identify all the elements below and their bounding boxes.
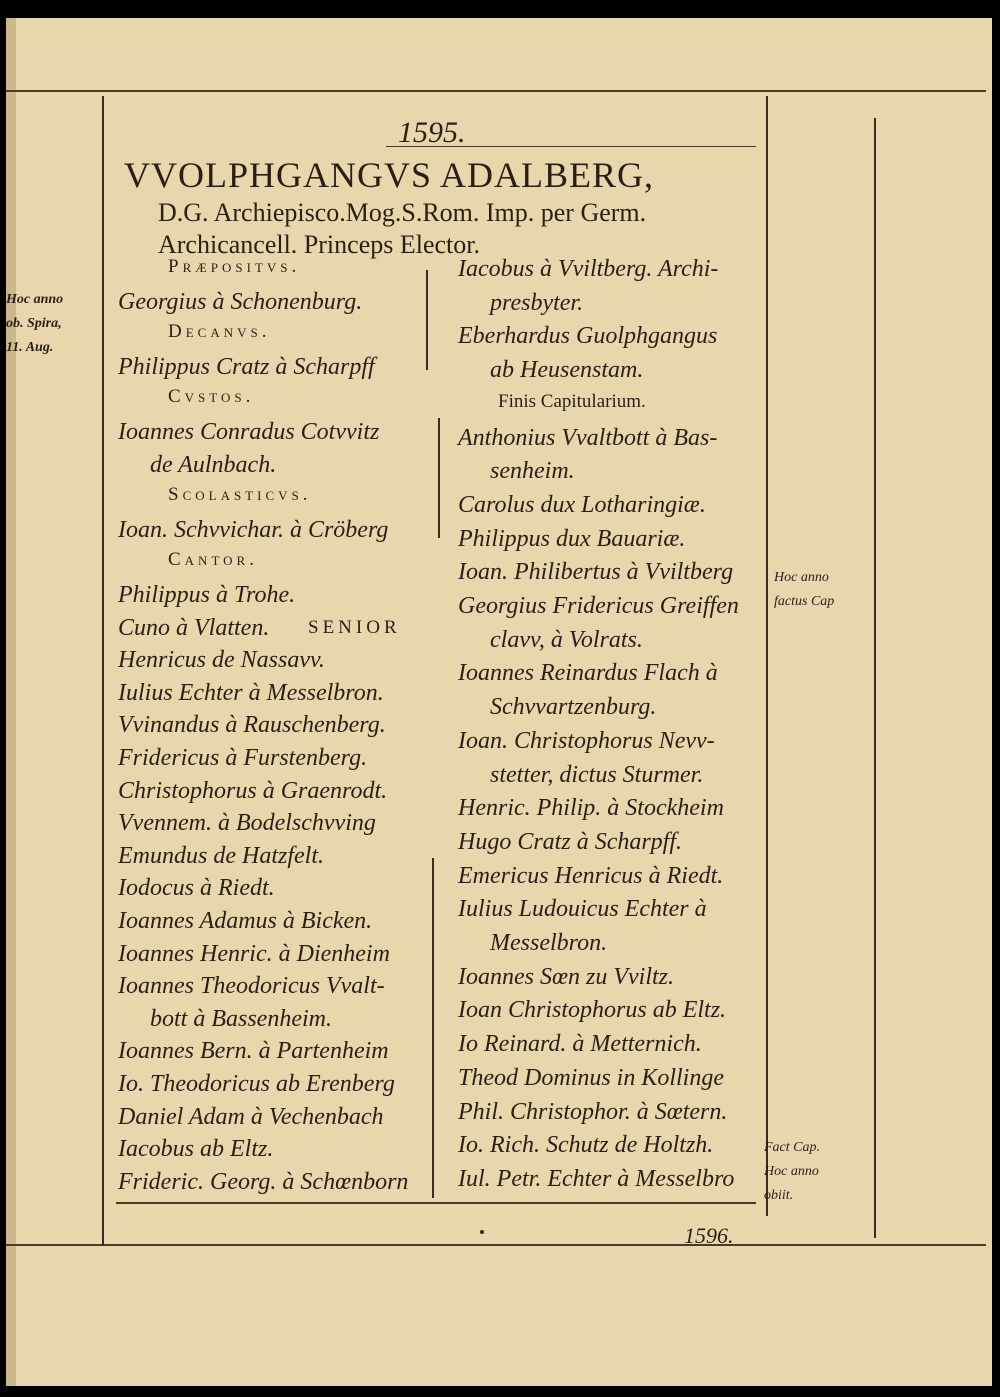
canon-name: Iacobus à Vviltberg. Archi-	[458, 256, 719, 282]
frame-right-line	[766, 96, 768, 1216]
canon-name: Io Reinard. à Metternich.	[458, 1031, 702, 1058]
canon-name: Georgius Fridericus Greiffen	[458, 593, 739, 619]
canon-name: Ioannes Reinardus Flach à	[458, 660, 718, 687]
section-heading: Scolasticvs.	[168, 484, 312, 506]
bottom-rule	[116, 1202, 756, 1204]
canon-name: Ioannes Henric. à Dienheim	[118, 940, 390, 967]
canon-name: Ioan. Philibertus à Vviltberg	[458, 559, 734, 586]
right-margin-note-2	[764, 1136, 864, 1208]
title-subtitle-1: D.G. Archiepisco.Mog.S.Rom. Imp. per Germ.	[158, 198, 647, 227]
senior-tag: SENIOR	[308, 616, 401, 638]
name-continuation: presbyter.	[490, 289, 584, 316]
name-continuation: de Aulnbach.	[150, 451, 277, 478]
canon-name: Georgius à Schonenburg.	[118, 288, 363, 315]
canon-name: Ioan. Schvvichar. à Cröberg	[118, 516, 389, 543]
canon-name: Eberhardus Guolphgangus	[458, 323, 718, 350]
canon-name: Philippus dux Bauariæ.	[458, 525, 686, 552]
footer-rule	[6, 1244, 986, 1246]
page-title: VVOLPHGANGVS ADALBERG,	[124, 155, 655, 195]
canon-name: Frideric. Georg. à Schœnborn	[118, 1168, 409, 1195]
canon-name: Iodocus à Riedt.	[118, 875, 275, 902]
canon-name: Fridericus à Furstenberg.	[118, 745, 368, 771]
column-divider-3	[432, 858, 434, 1198]
section-heading: Præpositvs.	[168, 256, 301, 277]
canon-name: Iacobus ab Eltz.	[118, 1136, 274, 1163]
canon-name: Ioannes Theodoricus Vvalt-	[118, 973, 385, 1000]
canon-name: Vvinandus à Rauschenberg.	[118, 712, 386, 739]
canon-name: Ioan. Christophorus Nevv-	[458, 727, 715, 754]
canon-name: Iulius Echter à Messelbron.	[118, 679, 384, 706]
canon-name: Christophorus à Graenrodt.	[118, 777, 388, 804]
margin-note-line: obiit.	[764, 1188, 794, 1203]
ink-dot	[480, 1230, 484, 1234]
canon-name: Hugo Cratz à Scharpff.	[458, 828, 683, 855]
canon-name: Theod Dominus in Kollinge	[458, 1064, 725, 1091]
section-end-note: Finis Capitularium.	[498, 390, 646, 412]
canon-name: Ioannes Adamus à Bicken.	[118, 908, 373, 934]
page-right-edge-line	[874, 118, 876, 1238]
canon-name: Daniel Adam à Vechenbach	[118, 1103, 384, 1130]
margin-note-line: 11. Aug.	[6, 340, 54, 355]
section-heading: Cantor.	[168, 549, 258, 571]
canon-name: Emericus Henricus à Riedt.	[458, 862, 724, 889]
canon-name: Io. Rich. Schutz de Holtzh.	[458, 1132, 714, 1159]
left-margin-note	[6, 288, 96, 360]
margin-note-line: Hoc anno	[6, 292, 64, 307]
name-continuation: stetter, dictus Sturmer.	[490, 761, 704, 788]
margin-note-line: Fact Cap.	[764, 1140, 820, 1155]
book-page	[6, 18, 992, 1386]
page-year: 1595.	[398, 116, 466, 149]
canon-name: Henricus de Nassavv.	[118, 647, 325, 674]
margin-note-line: ob. Spira,	[6, 316, 62, 331]
canon-name: Ioan Christophorus ab Eltz.	[458, 997, 727, 1024]
column-divider	[426, 270, 428, 370]
canon-name: Philippus Cratz à Scharpff	[118, 353, 375, 380]
page-edge	[6, 18, 16, 1386]
name-continuation: clavv, à Volrats.	[490, 626, 643, 653]
section-heading: Decanvs.	[168, 321, 271, 343]
top-rule	[6, 90, 986, 92]
name-continuation: Schvvartzenburg.	[490, 694, 657, 721]
catchword: 1596.	[684, 1223, 734, 1248]
column-divider-2	[438, 418, 440, 538]
right-margin-note-1	[774, 566, 874, 614]
name-continuation: Messelbron.	[490, 930, 608, 956]
canon-name: Vvennem. à Bodelschvving	[118, 810, 376, 837]
margin-note-line: Hoc anno	[774, 570, 829, 585]
canon-name: Anthonius Vvaltbott à Bas-	[458, 424, 718, 451]
frame-left-line	[102, 96, 104, 1246]
title-subtitle-2: Archicancell. Princeps Elector.	[158, 230, 480, 259]
canon-name: Io. Theodoricus ab Erenberg	[118, 1071, 395, 1097]
margin-note-line: factus Cap	[774, 594, 835, 609]
canon-name: Henric. Philip. à Stockheim	[458, 795, 724, 822]
canon-name: Ioannes Conradus Cotvvitz	[118, 419, 380, 445]
canon-name: Iulius Ludouicus Echter à	[458, 896, 707, 923]
canon-name: Carolus dux Lotharingiæ.	[458, 491, 706, 518]
canon-name: Philippus à Trohe.	[118, 582, 296, 608]
canon-name: Ioannes Sœn zu Vviltz.	[458, 963, 674, 990]
canon-name: Iul. Petr. Echter à Messelbro	[458, 1165, 735, 1192]
name-continuation: ab Heusenstam.	[490, 357, 644, 384]
canon-name: Phil. Christophor. à Sœtern.	[458, 1098, 728, 1125]
name-continuation: senheim.	[490, 458, 575, 485]
canon-name: Cuno à Vlatten.	[118, 614, 270, 641]
name-continuation: bott à Bassenheim.	[150, 1005, 332, 1032]
canon-name: Emundus de Hatzfelt.	[118, 842, 324, 869]
margin-note-line: Hoc anno	[764, 1164, 819, 1179]
section-heading: Cvstos.	[168, 386, 255, 408]
canon-name: Ioannes Bern. à Partenheim	[118, 1038, 389, 1065]
